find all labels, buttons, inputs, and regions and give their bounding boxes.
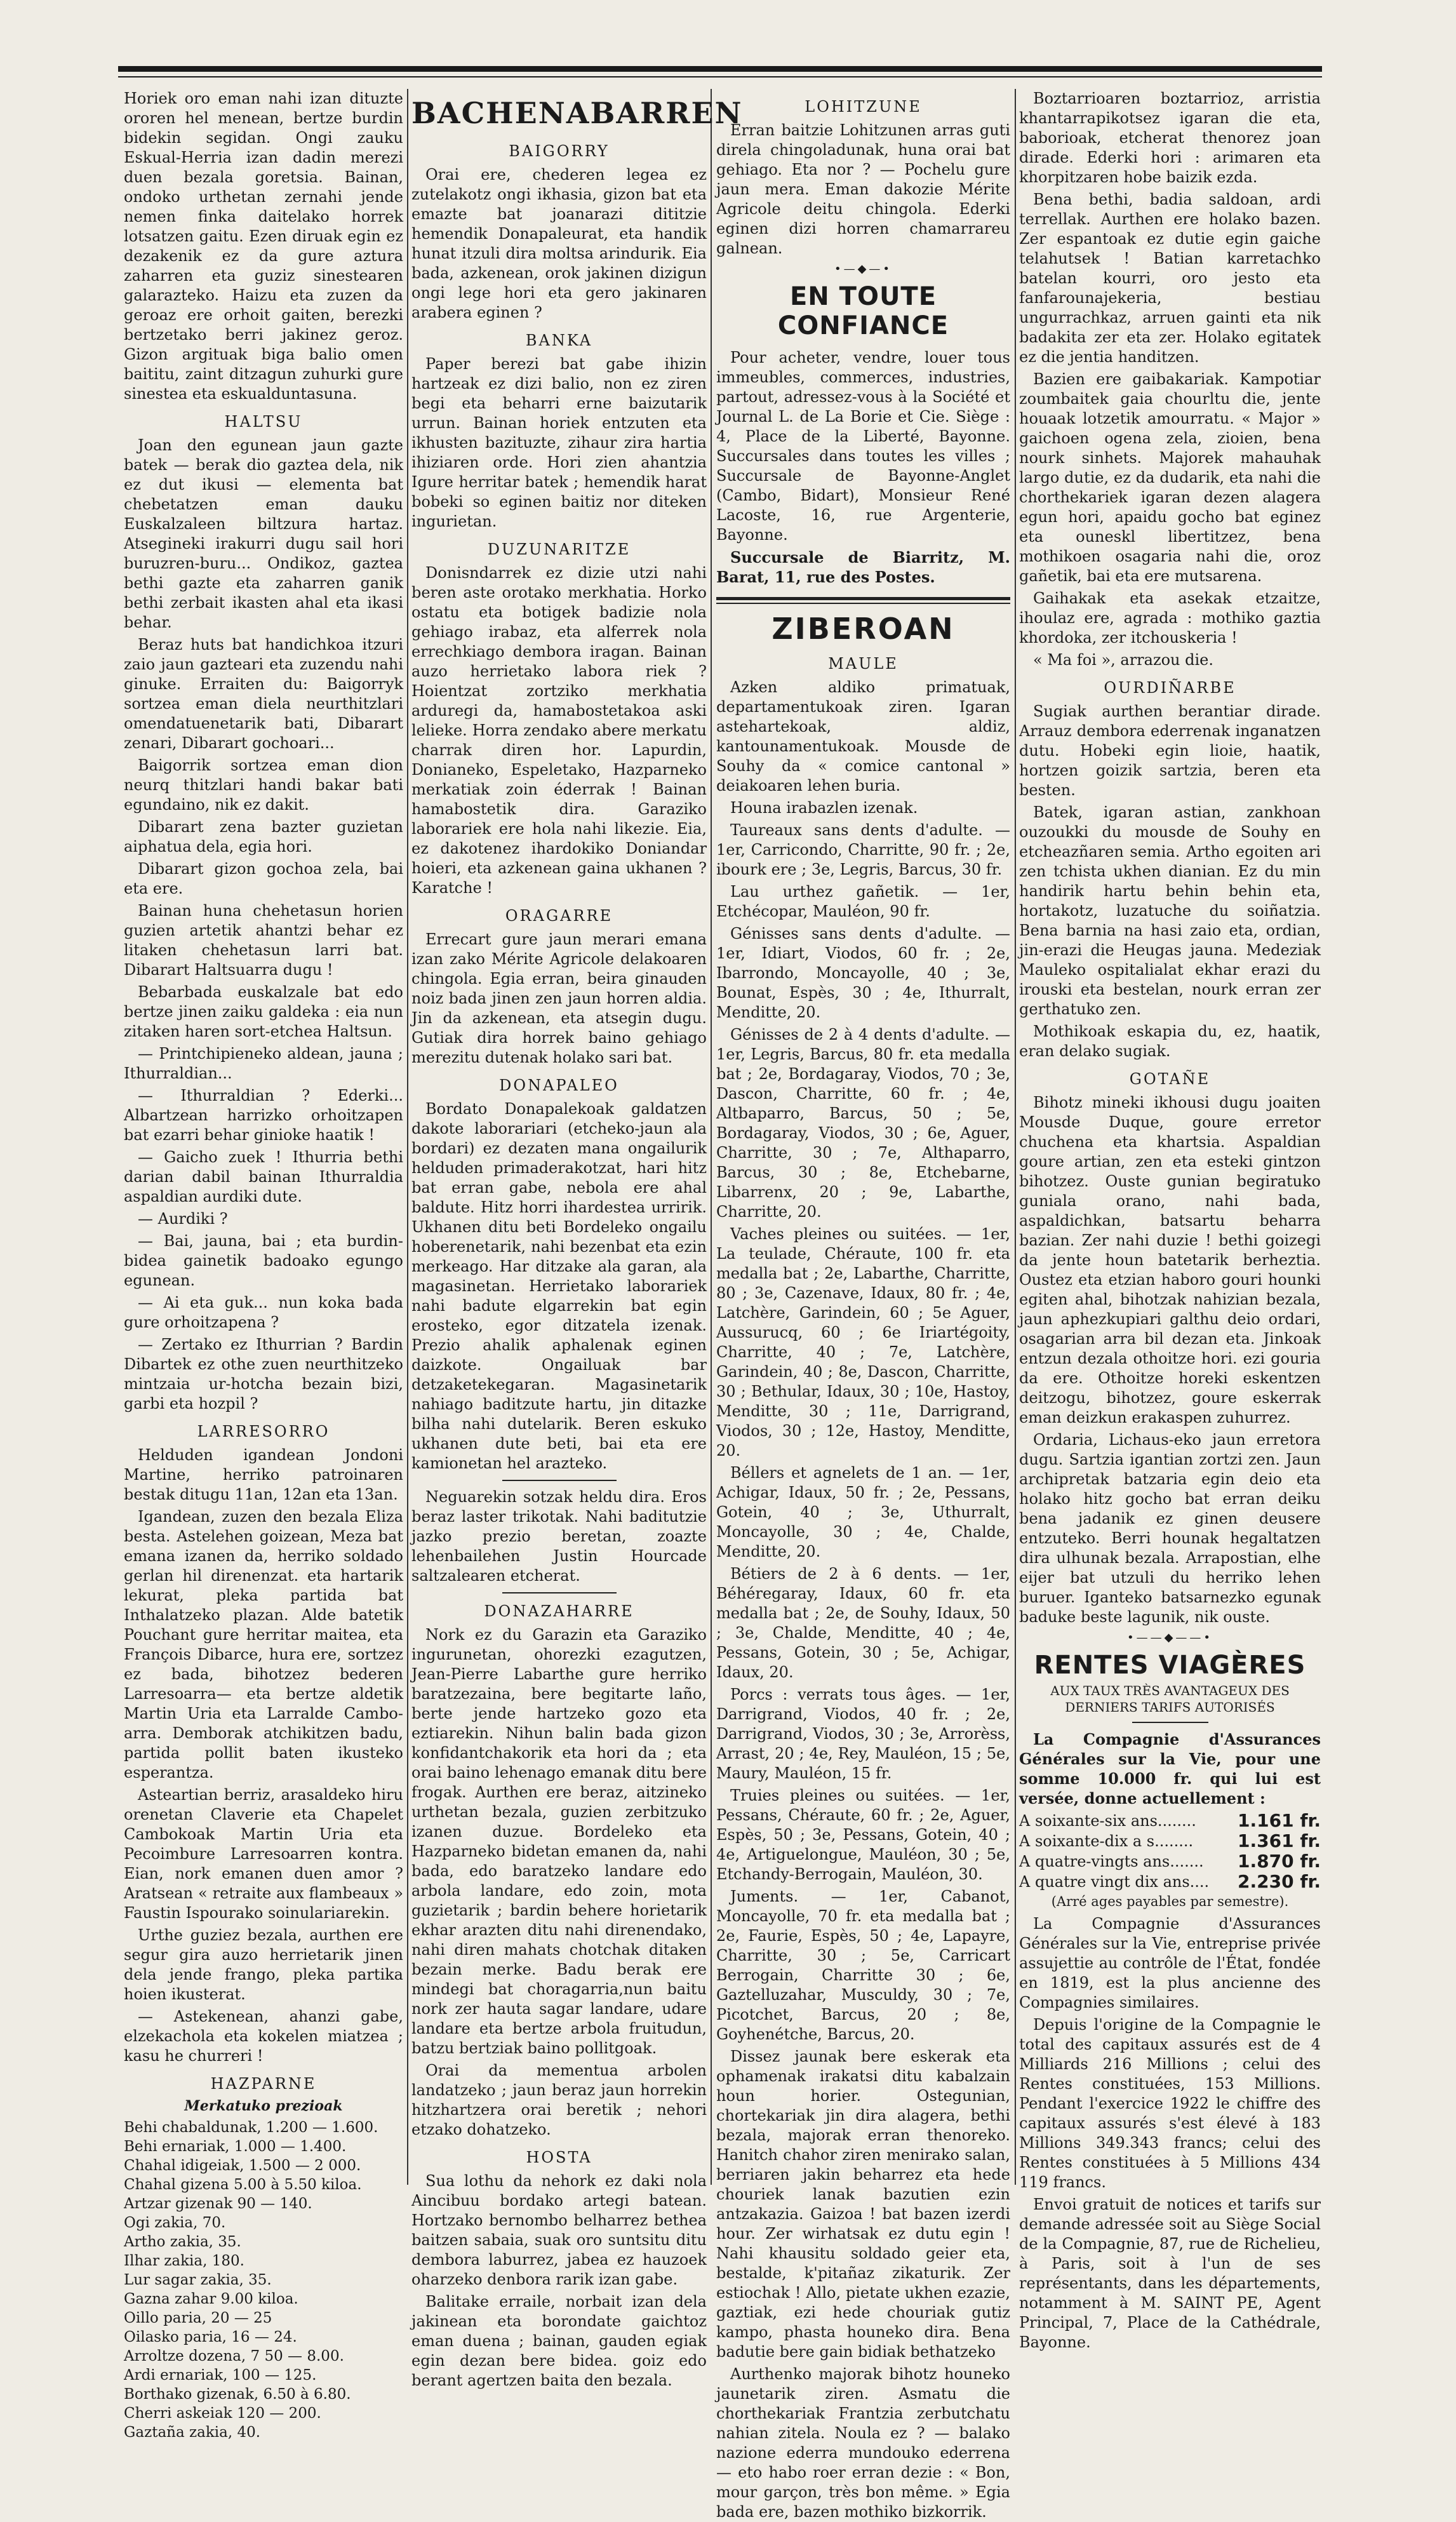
price-item: Lur sagar zakia, 35. [124,2272,272,2288]
paragraph: « Ma foi », arrazou die. [1033,651,1214,669]
divider [1132,1722,1208,1723]
column-rule-2 [711,89,712,2185]
paragraph: — Printchipieneko aldean, jauna ; Ithurraldian... [124,1045,403,1082]
paragraph: — Zertako ez Ithurrian ? Bardin Dibartek ez othe zuen neurthitzeko mintzaia ur-hotcha bezain bizi, garbi eta hozpil ? [124,1336,403,1412]
rate-value: 1.361 fr. [1238,1830,1321,1851]
rates-note: (Arré ages payables par semestre). [1051,1894,1289,1909]
section-title-donapaleo: DONAPALEO [499,1077,619,1094]
ad-paragraph: Pour acheter, vendre, louer tous immeubles, commerces, industries, partout, adressez-vous à la Société et Journal L. de La Borie et Cie. Siège : 4, Place de la Liberté, Bayonne. Succursales dans toutes les villes ; Succursale de Bayonne-Anglet (Cambo, Bidart), Monsieur René Lacoste, 16, rue Argenterie, Bayonne. [716,349,1010,544]
paragraph: Dibarart zena bazter guzietan aiphatua dela, egia hori. [124,818,403,855]
section-title-ziberoan: ZIBEROAN [771,612,955,646]
rate-value: 2.230 fr. [1238,1871,1321,1892]
price-item: Gazna zahar 9.00 kiloa. [124,2291,298,2307]
paragraph: Bétiers de 2 à 6 dents. — 1er, Béhéregaray, Idaux, 60 fr. eta medalla bat ; 2e, de Souhy, Idaux, 50 ; 3e, Chalde, Menditte, 40 ; 4e, Pessans, Gotein, 30 ; 5e, Achigar, Idaux, 20. [716,1565,1010,1681]
price-item: Chahal idigeiak, 1.500 — 2 000. [124,2157,361,2174]
paragraph: Errecart gure jaun merari emana izan zako Mérite Agricole delakoaren chingola. Egia erran, beira ginauden noiz bada jinen zen jaun horren aldia. Jin da azkenean, eta atsegin dugu. Gutiak dira horrek baino gehiago merezitu dutenak holako sari bat. [411,930,707,1066]
paragraph: Beraz huts bat handichkoa itzuri zaio jaun gazteari eta zuzendu nahi ginuke. Erraiten du: Baigorryk sortzea eman diela neurthitzlari omendatuenetarik bati, Dibarart zenari, Dibarart gochoari... [124,636,403,752]
paragraph: Houna irabazlen izenak. [730,799,918,817]
section-title-hosta: HOSTA [526,2149,592,2166]
paragraph: Joan den egunean jaun gazte batek — berak dio gaztea dela, nik ez dut ikusi — elementa bat chebetatzen eman dauku Euskalzaleen biltzura hartaz. Atsegineki irakurri dugu sail hori buruzren-buru... Ondikoz, gaztea bethi gazte eta zaharren ganik bethi zerbait ikasten ahal eta ikasi behar. [124,436,403,631]
section-title-lohitzune: LOHITZUNE [805,98,922,116]
price-item: Ogi zakia, 70. [124,2215,226,2231]
price-item: Ardi ernariak, 100 — 125. [124,2367,317,2384]
paragraph: Gaihakak eta asekak etzaitze, ihoulaz ere, agrada : mothiko gaztia khordoka, zer itchouskeria ! [1019,589,1321,647]
paragraph: Bazien ere gaibakariak. Kampotiar zoumbaitek gaia chourltu die, jente houaak lotzetik amourratu. « Major » gaichoen ogena zela, zioien, bena nourk sinhets. Majorek mahauhak largo dutie, ez da dudarik, eta nahi die chorthekariek igaran dezen alagera egun hori, apaidu gocho bat eginez eta ouneskl libertitzez, bena mothikoen osagaria nahi die, oroz gañetik, bai eta ere mutsarena. [1019,370,1321,585]
ornament-divider: •——◆——• [1126,1631,1213,1644]
paragraph: Bihotz mineki ikhousi dugu joaiten Mousde Duque, goure erretor chuchena eta khartsia. Aspaldian goure artian, zen eta esteki gintzon bihotzez. Ouste gunian begiratuko guniala orano, nahi bada, aspaldichkan, batsartu beharra bazian. Zer nahi duzie ! bethi goizegi da jente houn batetarik berheztia. Oustez eta etzian haboro gouri hounki egiten ahal, bihotzak nahizian bezala, jaun aphezkupiari galthu deio ordari, osagarian arra bil dezan eta. Jinkoak entzun dezala othoitze hori. ezi gouria da ere. Othoitze horeki eskentzen deitzogu, bihotzez, goure eskerrak eman deizkun erakaspen zuhurrez. [1019,1094,1321,1426]
ad-biarritz: Succursale de Biarritz, M. Barat, 11, rue des Postes. [716,548,1010,586]
rate-label: A quatre-vingts ans....... [1019,1853,1204,1870]
intro-paragraph: Horiek oro eman nahi izan dituzte ororen hel menean, bertze burdin bidekin segidan. Ongi zauku Eskual-Herria izan dadin merezi duen bezala goretsia. Bainan, ondoko urthetan zernahi jende nemen finka daitelako horrek lotsatzen gaitu. Ezen diruak egin ez dezakenik ez da gure aztura zaharren eta guziz sinestearen galarazteko. Haizu eta zuzen da geroaz ere orhoit gaiten, berezki bertzetako berri jakinez geroz. Gizon argituak biga balio omen baititu, zaint ditzagun zuhurki gure sinestea eta eskualduntasuna. [124,90,403,403]
paragraph: Taureaux sans dents d'adulte. — 1er, Carricondo, Charritte, 90 fr. ; 2e, ibourk ere ; 3e, Legris, Barcus, 30 fr. [716,821,1010,878]
paragraph: Génisses de 2 à 4 dents d'adulte. — 1er, Legris, Barcus, 80 fr. eta medalla bat ; 2e, Bordagaray, Viodos, 70 ; 3e, Dascon, Charritte, 60 fr. ; 4e, Altbaparro, Barcus, 50 ; 5e, Bordagaray, Viodos, 30 ; 6e, Aguer, Charritte, 30 ; 7e, Althaparro, Barcus, 30 ; 8e, Etchebarne, Libarrenx, 20 ; 9e, Labarthe, Charritte, 20. [716,1026,1010,1221]
price-item: Artho zakia, 35. [124,2234,241,2250]
rate-label: A soixante-six ans........ [1019,1812,1196,1830]
paragraph: — Aurdiki ? [138,1210,228,1228]
price-item: Borthako gizenak, 6.50 à 6.80. [124,2386,351,2403]
paragraph: — Ithurraldian ? Ederki... Albartzean harrizko orhoitzapen bat ezarri behar ginioke haatik ! [124,1087,403,1144]
ornament-divider: •—◆—• [834,262,893,276]
section-title-banka: BANKA [525,332,593,349]
section-title-larresorro: LARRESORRO [197,1423,330,1440]
ad-paragraph: La Compagnie d'Assurances Générales sur la Vie, pour une somme 10.000 fr. qui lui est versée, donne actuellement : [1019,1730,1321,1808]
paragraph: Donisndarrek ez dizie utzi nahi beren aste orotako merkhatia. Horko ostatu eta botigek badizie nola gehiago irabaz, eta alferrek nola errechkiago dembora iragan. Bainan auzo herrietako labora riek ? Hoientzat zortziko merkhatia arduregi da, hamabostetakoa aski lelieke. Horra zendako abere merkatu charrak diren hor. Lapurdin, Donianeko, Espeletako, Hazparneko merkatiak zoin éderrak ! Bainan hamabostetik dira. Garaziko laborariek ere hola nahi likezie. Eia, ez dakotenez ihardokiko Doniandar hoieri, eta azkenean gaina ukhanen ? Karatche ! [411,564,707,897]
larresorro-article [124,1445,403,2066]
divider-thin [716,603,1010,604]
section-title-duzunaritze: DUZUNARITZE [487,540,631,558]
paragraph: Aurthenko majorak bihotz houneko jaunetarik ziren. Asmatu die chorthekariak Frantzia zerbutchatu nahian zitela. Noula ez ? — balako nazione ederra mundouko ederrena — eto habo roer erran dezie : « Bon, mour garçon, très bon même. » Egia bada ere, bazen mothiko bizkorrik. [716,2365,1010,2521]
paragraph: Bainan huna chehetasun horien guzien artetik ahantzi behar ez litaken chehetasun larri bat. Dibarart Haltsuarra dugu ! [124,902,403,979]
ad-paragraph: La Compagnie d'Assurances Générales sur la Vie, entreprise privée assujettie au contrôle de l'État, fondée en 1819, est la plus ancienne des Compagnies similaires. [1019,1915,1321,2011]
paragraph: Orai da mementua arbolen landatzeko ; jaun beraz jaun horrekin hitzhartzera orai beretik ; nehori etzako dohatzeko. [411,2062,707,2138]
paragraph: Béllers et agnelets de 1 an. — 1er, Achigar, Idaux, 50 fr. ; 2e, Pessans, Gotein, 40 ; 3e, Uthurralt, Moncayolle, 30 ; 4e, Chalde, Menditte, 20. [716,1464,1010,1560]
rate-row [1019,1831,1321,1851]
price-item: Gaztaña zakia, 40. [124,2424,261,2441]
top-rule-thick [118,66,1322,72]
paragraph: Orai ere, chederen legea ez zutelakotz ongi ikhasia, gizon bat eta emazte bat joanarazi dititzie hemendik Donapaleurat, eta handik hunat itzuli dira moltsa arindurik. Eia bada, azkenean, orok jakinen dizigun ongi lege hori eta gero jakinaren arabera eginen ? [411,166,707,321]
masthead-bachenabarren: BACHENABARREN [411,96,743,130]
paragraph: Asteartian berriz, arasaldeko hiru orenetan Claverie eta Chapelet Cambokoak Martin Uria eta Pecoimbure Larresoarren kontra. Eian, nork emanen duen amor ? Aratsean « retraite aux flambeaux » Faustin Ispourako soinulariarekin. [124,1786,403,1922]
column-2 [411,89,743,2389]
section-title-hazparne: HAZPARNE [210,2075,317,2093]
paragraph: Nork ez du Garazin eta Garaziko ingurunetan, ohorezki ezagutzen, Jean-Pierre Labarthe gure herriko baratzezaina, bere begitarte laño, berte jende hartzeko gozo eta eztiarekin. Nihun balin bada gizon konfidantchakorik eta hori da ; eta orai baino lehenago emanak ditu bere frogak. Aurthen ere beraz, aitzineko urthetan bezala, guzien zerbitzuko izanen duzue. Bordeleko eta Hazparneko bidetan emanen da, nahi bada, edo baratzeko landare edo arbola landare, edo zoin, mota guzietarik ; bardin behere horietarik ekhar arazten ditu nahi direnendako, nahi diren mahats chotchak ditaken bezain merke. Badu berak ere mindegi bat choragarria,nun baitu nork zer hauta sagar landare, udare landare eta bertze arbola fruitudun, batzu bertziak baino pollitgoak. [411,1626,707,2057]
paragraph: Porcs : verrats tous âges. — 1er, Darrigrand, Viodos, 40 fr. ; 2e, Darrigrand, Viodos, 30 ; 3e, Arrorèss, Arrast, 20 ; 4e, Rey, Mauléon, 15 ; 5e, Maury, Mauléon, 15 fr. [716,1686,1010,1782]
paragraph: Lau urthez gañetik. — 1er, Etchécopar, Mauléon, 90 fr. [716,883,1010,920]
paragraph: — Ai eta guk... nun koka bada gure orhoitzapena ? [124,1294,403,1331]
paragraph: Bena bethi, badia saldoan, ardi terrellak. Aurthen ere holako bazen. Zer espantoak ez dutie egin gaiche telahutsek ! Batian karretachko batelan kourri, oro jesto eta fanfarounajekeria, bestiau ungurrachkaz, arruen gainti eta nik badakita zer eta zer. Holako egitatek ez die jentia handitzen. [1019,191,1321,366]
rate-value: 1.870 fr. [1238,1851,1321,1872]
paragraph: Sugiak aurthen berantiar dirade. Arrauz dembora ederrenak inganatzen dutu. Hobeki egin lioie, haatik, hortzen goizik sartzia, beren eta besten. [1019,702,1321,799]
price-item: Ilhar zakia, 180. [124,2253,244,2269]
column-rule-3 [1015,89,1016,2185]
column-rule-1 [407,89,408,2185]
divider [502,1592,617,1593]
paragraph: Balitake erraile, norbait izan dela jakinean eta borondate gaichtoz eman duena ; bainan, gauden egiak egin dezan bere bidea. goiz edo berant agertzen baita den bezala. [411,2293,707,2389]
ad-title-en-toute-confiance: EN TOUTE CONFIANCE [777,282,949,340]
market-prices-subtitle: Merkatuko prezioak [184,2098,343,2114]
column-4 [1019,89,1321,2351]
paragraph: Génisses sans dents d'adulte. — 1er, Idiart, Viodos, 60 fr. ; 2e, Ibarrondo, Moncayolle, 40 ; 3e, Bounat, Espès, 30 ; 4e, Ithurralt, Menditte, 20. [716,925,1010,1021]
price-item: Behi ernariak, 1.000 — 1.400. [124,2138,347,2155]
paragraph: — Bai, jauna, bai ; eta burdin-bidea gainetik badoako egungo egunean. [124,1232,403,1289]
ad-paragraph: Depuis l'origine de la Compagnie le total des capitaux assurés est de 4 Milliards 216 Millions ; celui des Rentes constituées, 153 Millions. Pendant l'exercice 1922 le chiffre des capitaux assurés s'est élevé à 183 Millions 349.343 francs; celui des Rentes constituées à 5 Millions 434 119 francs. [1019,2016,1321,2191]
paragraph: Mothikoak eskapia du, ez, haatik, eran delako sugiak. [1019,1023,1321,1060]
ad-subtitle: AUX TAUX TRÈS AVANTAGEUX DES DERNIERS TARIFS AUTORISÉS [1050,1683,1290,1715]
section-title-donazaharre: DONAZAHARRE [484,1602,634,1620]
price-item: Behi chabaldunak, 1.200 — 1.600. [124,2119,378,2136]
section-title-maule: MAULE [828,655,898,673]
price-item: Chahal gizena 5.00 à 5.50 kiloa. [124,2177,362,2193]
price-list [124,2118,403,2442]
section-title-gotane: GOTAÑE [1129,1070,1211,1088]
paragraph: Bordato Donapalekoak galdatzen dakote laborariari (etcheko-jaun ala bordari) ez dezaten mana ongailurik helduden primaderakotzat, hari hitz bat erran gabe, nebola ere ahal baldute. Hitz horri ihardestea urririk. Ukhanen ditu beti Bordeleko ongailu hoberenetarik, nahi bezenbat eta ezin merkeago. Har ditzake ala garan, ala magasinetan. Herrietako laborariek nahi badute elgarrekin bat egin erosteko, egor ditzatela izenak. Prezio ahalik aphalenak eginen daizkote. Ongailuak bar detzaketekegaran. Magasinetarik nahiago baditzute hartu, jin ditazke bilha nahi dutelarik. Beren eskuko ukhanen dute beti, bai eta ere kamionetan hel arazteko. [411,1100,707,1472]
rate-value: 1.161 fr. [1238,1810,1321,1831]
rate-row [1019,1811,1321,1831]
ad-paragraph: Envoi gratuit de notices et tarifs sur demande adressée soit au Siège Social de la Compagnie, 87, rue de Richelieu, à Paris, soit à l'un de ses représentants, dans les départements, notamment à M. SAINT PE, Agent Principal, 7, Place de la Cathédrale, Bayonne. [1019,2196,1321,2351]
paragraph: — Gaicho zuek ! Ithurria bethi darian dabil bainan Ithurraldia aspaldian aurdiki dute. [124,1148,403,1205]
price-item: Oilasko paria, 16 — 24. [124,2329,297,2345]
paragraph: Igandean, zuzen den bezala Eliza besta. Astelehen goizean, Meza bat emana izanen da, herriko soldado gerlan hil direnenzat. eta hartarik lekurat, pleka partida bat Inthalatzeko plazan. Alde batetik Pouchant gure herritar maitea, eta François Dibarce, hura ere, sortzez ez bada, bihotzez bederen Larresoarra— eta bertze aldetik Martin Uria eta Larralde Cambo-arra. Demborak atchikitzen badu, partida pollit baten ikusteko esperantza. [124,1508,403,1781]
paragraph: Bebarbada euskalzale bat edo bertze jinen zaiku galdeka : eia nun zitaken haren sort-etchea Haltsun. [124,983,403,1040]
paragraph: — Astekenean, ahanzi gabe, elzekachola eta kokelen miatzea ; kasu he churreri ! [124,2008,403,2065]
paragraph: Baigorrik sortzea eman dion neurq thitzlari handi bakar bati egundaino, nik ez dakit. [124,756,403,814]
haltsu-article [124,436,403,1414]
rate-label: A quatre vingt dix ans.... [1019,1873,1210,1891]
paragraph: Vaches pleines ou suitées. — 1er, La teulade, Chéraute, 100 fr. eta medalla bat ; 2e, Labarthe, Charritte, 80 ; 3e, Cazenave, Idaux, 80 fr. ; 4e, Latchère, Garindein, 60 ; 5e Aguer, Aussurucq, 60 ; 6e Iriartégoity, Charritte, 40 ; 7e, Latchère, Garindein, 40 ; 8e, Dascon, Charritte, 30 ; Bethular, Idaux, 30 ; 10e, Hastoy, Menditte, 30 ; 11e, Darrigrand, Viodos, 30 ; 12e, Hastoy, Menditte, 20. [716,1225,1010,1459]
paragraph: Batek, igaran astian, zankhoan ouzoukki du mousde de Souhy en etcheazñaren semia. Artho egoiten ari zen tchista ukhen dianian. Ez du min handirik hartu behin behin eta, hortakotz, luzatuche du soiñatzia. Bena barnia na hasi zaio eta, ordian, jin-erazi die Heugas jauna. Medeziak Mauleko ospitalialat ekhar erazi du irouski eta bestelan, nourk erran zer gerthatuko zen. [1019,803,1321,1018]
ad-title-rentes-viageres: RENTES VIAGÈRES [1034,1651,1306,1680]
paragraph: Dibarart gizon gochoa zela, bai eta ere. [124,860,403,897]
annuity-rates [1019,1811,1321,1892]
paragraph: Neguarekin sotzak heldu dira. Eros beraz laster trikotak. Nahi baditutzie jazko prezio beretan, zoazte lehenbailehen Justin Hourcade saltzalearen etcherat. [411,1488,707,1585]
price-item: Artzar gizenak 90 — 140. [124,2196,312,2212]
section-title-ourdinarbe: OURDIÑARBE [1104,679,1236,697]
column-3 [716,89,1010,2521]
top-rule-thin [118,76,1322,77]
rate-row [1019,1851,1321,1872]
paragraph: Erran baitzie Lohitzunen arras guti direla chingoladunak, huna orai bat gehiago. Eta nor ? — Pochelu gure jaun mera. Eman dakozie Mérite Agricole deitu chingola. Ederki eginen dizi horren chamarrareu galnean. [716,121,1010,257]
paragraph: Dissez jaunak bere eskerak eta ophamenak irakatsi ditu kabalzain houn horier. Ostegunian, chortekariak jin dira alagera, bethi bezala, majorak erran thenoreko. Hanitch chahor ziren menirako salan, berriaren jakin beharrez eta hede chouriek lanak bazutien ezin antzakazia. Gaizoa ! bat bazen izerdi hour. Zer wirhatsak ez dutu egin ! Nahi khausitu soldado geier eta, bestalde, k'pitañaz zikaturik. Zer estiochak ! Allo, pietate ukhen ezazie, gaztiak, ezi hede chouriak gutiz kampo, phasta houneko dira. Bena badutie bere gain bidiak bethatzeko [716,2048,1010,2361]
paragraph: Paper berezi bat gabe ihizin hartzeak ez dizi balio, non ez ziren begi eta beharri erne baizutarik urrun. Bainan horiek entzuten eta ikhusten bazituzte, zihaur zira hartia ihiziaren orde. Hori zien ahantzia Igure herritar batek ; hemendik harat bobeki so eginen baitiz nor diteken ingurietan. [411,355,707,530]
paragraph: Azken aldiko primatuak, departamentukoak ziren. Igaran astehartekoak, aldiz, kantounamentukoak. Mousde de Souhy da « comice cantonal » deiakoaren lehen buria. [716,678,1010,795]
paragraph: Helduden igandean Jondoni Martine, herriko patroinaren bestak ditugu 11an, 12an eta 13an. [124,1446,403,1503]
paragraph: Boztarrioaren boztarrioz, arristia khantarrapikotsez igaran die eta, baborioak, etcherat thenorez joan dirade. Ederki hori : arimaren eta khorpitzaren hobe baizik ezda. [1019,90,1321,186]
divider-thick [716,597,1010,600]
section-title-haltsu: HALTSU [224,413,303,431]
divider [502,1480,617,1481]
column-1 [124,89,403,2441]
section-title-oragarre: ORAGARRE [505,907,613,925]
price-item: Arroltze dozena, 7 50 — 8.00. [124,2348,344,2364]
paragraph: Sua lothu da nehork ez daki nola Aincibuu bordako artegi batean. Hortzako bernombo belharrez bethea baitzen sabaia, suak oro suntsitu ditu dembora laburrez, jabea ez hauzoek oharzeko denbora rarik izan gabe. [411,2172,707,2288]
paragraph: Urthe guziez bezala, aurthen ere segur gira auzo herrietarik jinen dela jende frango, pleka partika hoien ikusterat. [124,1926,403,2003]
rate-label: A soixante-dix a s........ [1019,1832,1194,1850]
paragraph: Juments. — 1er, Cabanot, Moncayolle, 70 fr. eta medalla bat ; 2e, Faurie, Espès, 50 ; 4e, Lapayre, Charritte, 30 ; 5e, Carricart Berrogain, Charritte 30 ; 6e, Gaztelluzahar, Musculdy, 30 ; 7e, Picotchet, Barcus, 20 ; 8e, Goyhenétche, Barcus, 20. [716,1888,1010,2043]
price-item: Cherri askeiak 120 — 200. [124,2405,321,2422]
paragraph: Truies pleines ou suitées. — 1er, Pessans, Chéraute, 60 fr. ; 2e, Aguer, Espès, 50 ; 3e, Pessans, Gotein, 40 ; 4e, Artiguelongue, Mauléon, 30 ; 5e, Etchandy-Berrogain, Mauléon, 30. [716,1787,1010,1883]
price-item: Oillo paria, 20 — 25 [124,2310,272,2326]
section-title-baigorry: BAIGORRY [509,142,610,160]
paragraph: Ordaria, Lichaus-eko jaun erretora dugu. Sartzia igantian zortzi zen. Jaun archipretak batzaria egin deio eta holako hitz gocho bat erran deiku bena jadanik ez ginen deusere entzuteko. Berri hounak hegaltatzen dira ulhunak bezala. Arrapostian, elhe eijer bat utzuli du herriko lehen buruer. Iganteko batsarnezko egunak baduke beste lagunik, nik ouste. [1019,1431,1321,1626]
rate-row [1019,1872,1321,1892]
